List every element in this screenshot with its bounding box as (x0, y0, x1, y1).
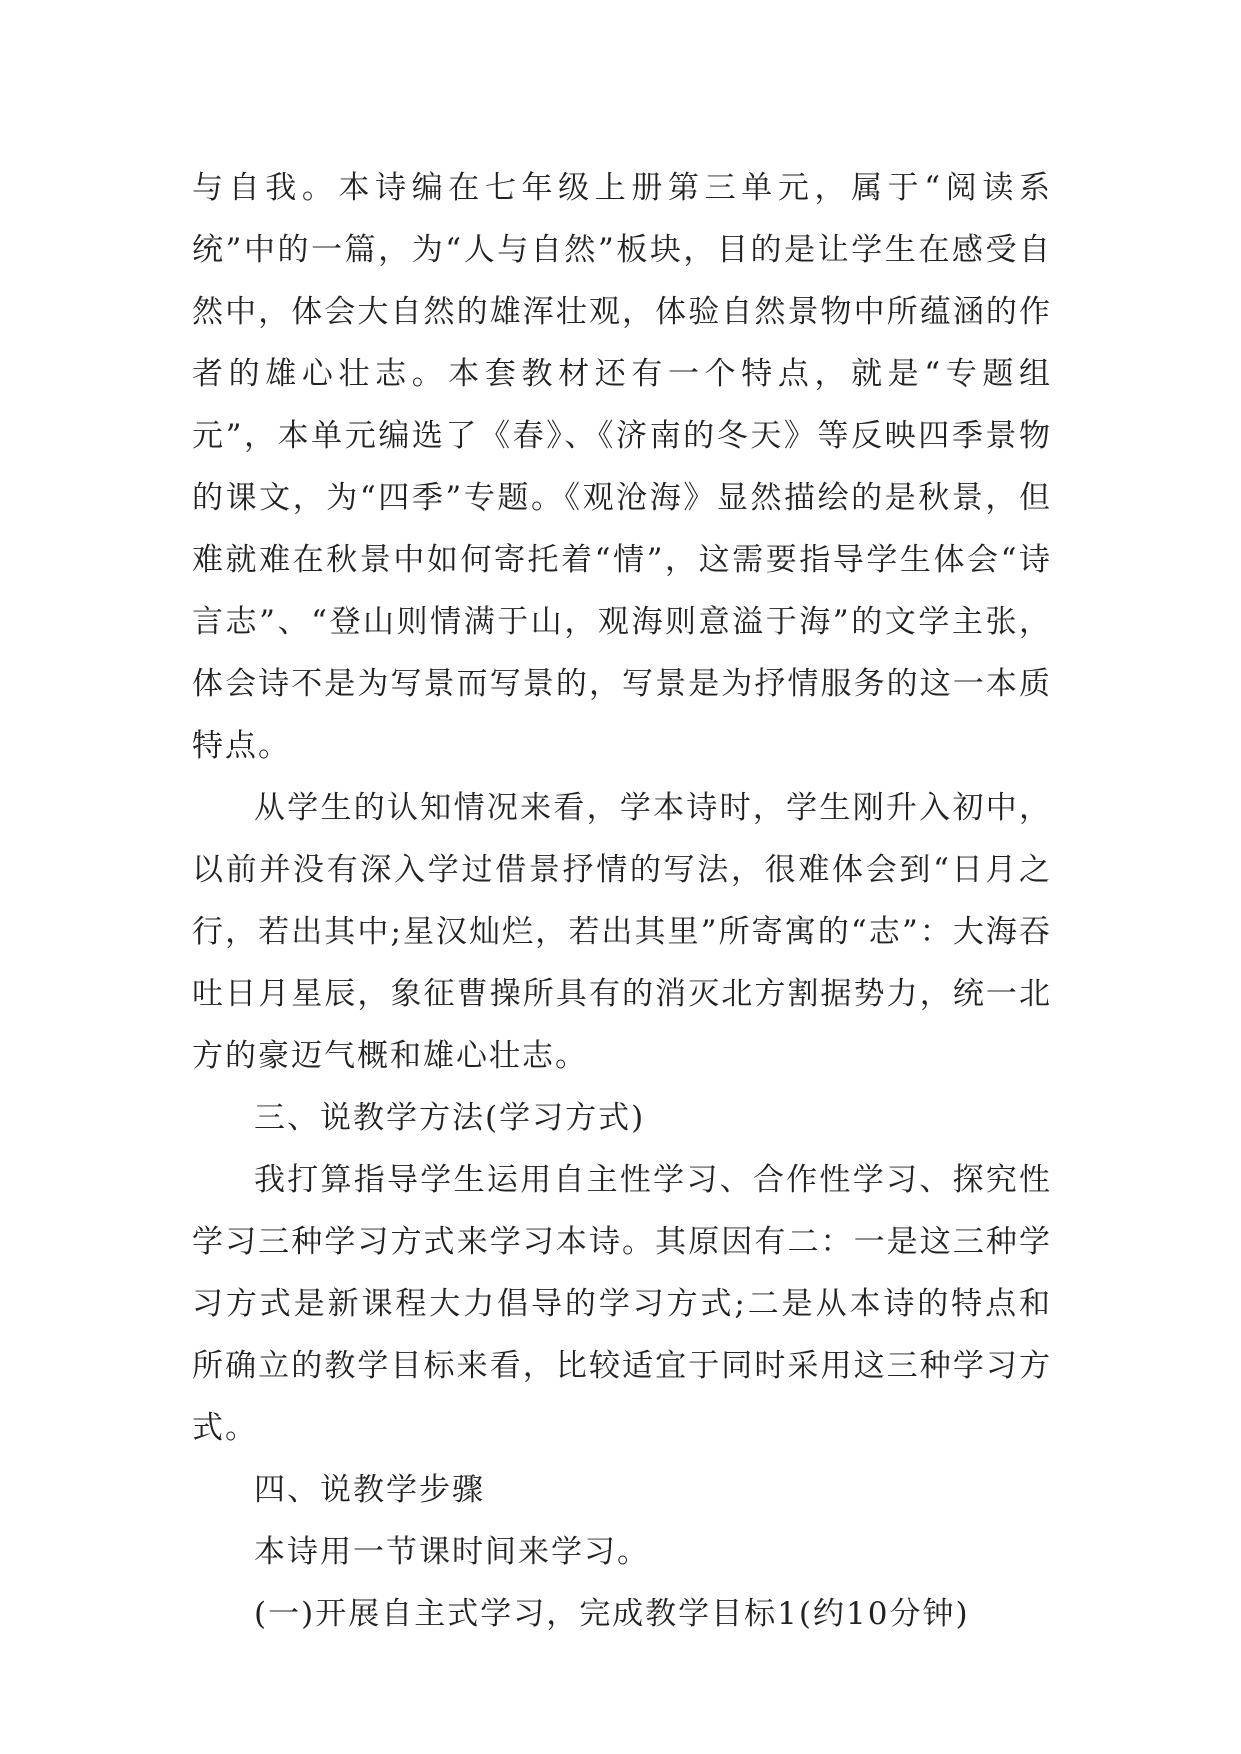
section-heading-teaching-method: 三、说教学方法(学习方式) (254, 1100, 646, 1136)
section-heading-teaching-steps: 四、说教学步骤 (254, 1472, 485, 1508)
paragraph-student-analysis: 从学生的认知情况来看，学本诗时，学生刚升入初中，以前并没有深入学过借景抒情的写法，很难体会到“日月之行，若出其中;星汉灿烂，若出其里”所寄寓的“志”：大海吞吐日月星辰，象征曹操所具有的消灭北方割据势力，统一北方的豪迈气概和雄心壮志。 (192, 790, 1052, 1074)
subsection-heading-step-one: (一)开展自主式学习，完成教学目标1(约10分钟) (254, 1596, 970, 1632)
paragraph-lesson-duration: 本诗用一节课时间来学习。 (254, 1534, 650, 1570)
paragraph-context: 与自我。本诗编在七年级上册第三单元，属于“阅读系统”中的一篇，为“人与自然”板块，目的是让学生在感受自然中，体会大自然的雄浑壮观，体验自然景物中所蕴涵的作者的雄心壮志。本套教材还有一个特点，就是“专题组元”，本单元编选了《春》、《济南的冬天》等反映四季景物的课文，为“四季”专题。《观沧海》显然描绘的是秋景，但难就难在秋景中如何寄托着“情”，这需要指导学生体会“诗言志”、“登山则情满于山，观海则意溢于海”的文学主张，体会诗不是为写景而写景的，写景是为抒情服务的这一本质特点。 (192, 170, 1052, 764)
document-body (192, 157, 1052, 1645)
paragraph-learning-methods: 我打算指导学生运用自主性学习、合作性学习、探究性学习三种学习方式来学习本诗。其原因有二：一是这三种学习方式是新课程大力倡导的学习方式;二是从本诗的特点和所确立的教学目标来看，比较适宜于同时采用这三种学习方式。 (192, 1162, 1052, 1446)
